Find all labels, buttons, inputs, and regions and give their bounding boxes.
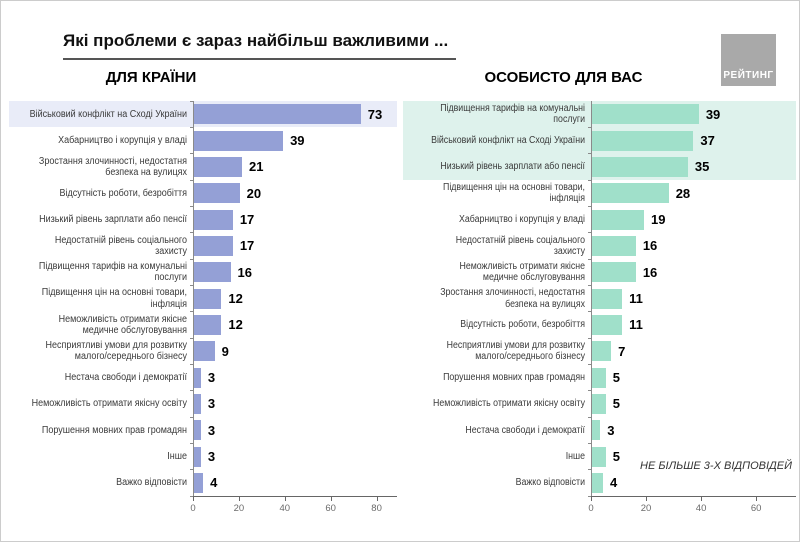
bar-wrap xyxy=(194,470,397,496)
value-label: 16 xyxy=(642,238,658,254)
value-label: 20 xyxy=(246,185,262,201)
bar-wrap xyxy=(592,364,796,390)
chart-row xyxy=(403,154,796,180)
category-label-text: Несприятливі умови для розвитку малого/середнього бізнесу xyxy=(446,340,585,363)
bar-wrap xyxy=(592,417,796,443)
bar-wrap xyxy=(592,101,796,127)
bar-wrap xyxy=(592,154,796,180)
value-label: 16 xyxy=(237,264,252,280)
axis-tick-label: 80 xyxy=(371,503,382,515)
bar xyxy=(194,394,201,414)
chart-title-personal: ОСОБИСТО ДЛЯ ВАС xyxy=(484,69,643,86)
chart-row xyxy=(9,259,397,285)
plot-area xyxy=(193,259,397,285)
axis-tick xyxy=(701,497,702,501)
bar xyxy=(592,368,606,388)
value-label: 17 xyxy=(239,238,255,254)
x-axis-personal xyxy=(588,496,796,519)
category-label xyxy=(403,312,591,338)
chart-row xyxy=(9,417,397,443)
value-label: 39 xyxy=(290,133,305,149)
chart-panel-personal xyxy=(403,69,796,519)
page-title: Які проблеми є зараз найбільш важливими ... xyxy=(63,31,456,60)
plot-area xyxy=(193,285,397,311)
value-label: 5 xyxy=(612,396,620,412)
bar xyxy=(194,447,201,467)
category-label-text: Недостатній рівень соціального захисту xyxy=(54,234,187,257)
category-label-text: Відсутність роботи, безробіття xyxy=(460,319,585,331)
charts-container xyxy=(9,69,796,519)
bar-wrap xyxy=(592,259,796,285)
category-label xyxy=(9,470,193,496)
category-label xyxy=(403,154,591,180)
chart-panel-country xyxy=(9,69,397,519)
category-label-text: Підвищення тарифів на комунальні послуги xyxy=(440,102,585,126)
bar xyxy=(592,262,636,282)
value-label: 19 xyxy=(651,212,666,228)
category-label xyxy=(403,233,591,259)
chart-row xyxy=(9,312,397,338)
bar-wrap xyxy=(194,127,397,153)
bar xyxy=(194,262,231,282)
category-label xyxy=(9,443,193,469)
bar xyxy=(592,420,600,440)
bar xyxy=(592,447,606,467)
chart-row xyxy=(403,180,796,206)
axis-tick-label: 20 xyxy=(233,503,245,515)
bar xyxy=(194,104,361,124)
bar-wrap xyxy=(194,101,397,127)
rating-logo-label: РЕЙТИНГ xyxy=(723,70,774,81)
bar xyxy=(592,183,669,203)
plot-area xyxy=(193,233,397,259)
category-label-text: Неможливість отримати якісне медичне обслуговування xyxy=(459,261,585,284)
category-label xyxy=(403,101,591,127)
chart-row xyxy=(9,101,397,127)
category-label-text: Важко відповісти xyxy=(515,477,585,489)
bar xyxy=(194,157,242,177)
category-label-text: Відсутність роботи, безробіття xyxy=(59,187,187,199)
plot-area xyxy=(591,180,796,206)
bar-wrap xyxy=(592,180,796,206)
bar-wrap xyxy=(194,259,397,285)
plot-area xyxy=(591,417,796,443)
bar-wrap xyxy=(194,417,397,443)
bar-wrap xyxy=(592,470,796,496)
plot-area xyxy=(591,101,796,127)
bar xyxy=(194,341,215,361)
category-label xyxy=(9,285,193,311)
plot-area xyxy=(193,443,397,469)
category-label-text: Порушення мовних прав громадян xyxy=(41,424,188,436)
chart-row xyxy=(403,470,796,496)
bar-wrap xyxy=(592,338,796,364)
bar xyxy=(194,368,201,388)
chart-row xyxy=(403,206,796,232)
category-label-text: Недостатній рівень соціального захисту xyxy=(455,234,585,257)
value-label: 17 xyxy=(239,212,255,228)
plot-area xyxy=(193,154,397,180)
axis-tick-label: 40 xyxy=(279,503,291,515)
category-label xyxy=(403,206,591,232)
value-label: 3 xyxy=(207,422,216,438)
chart-row xyxy=(9,180,397,206)
chart-row xyxy=(9,364,397,390)
category-label-text: Важко відповісти xyxy=(116,477,187,489)
category-label xyxy=(403,470,591,496)
axis-tick-label: 60 xyxy=(325,503,336,515)
bar xyxy=(194,473,203,493)
bar xyxy=(592,236,636,256)
plot-area xyxy=(193,180,397,206)
bar xyxy=(194,315,221,335)
plot-area xyxy=(591,154,796,180)
category-label-text: Зростання злочинності, недостатня безпека на вулицях xyxy=(440,287,585,310)
category-label xyxy=(403,285,591,311)
annotation-max-answers: НЕ БІЛЬШЕ 3-Х ВІДПОВІДЕЙ xyxy=(640,460,792,473)
category-label-text: Низький рівень зарплати або пенсії xyxy=(440,161,585,173)
plot-area xyxy=(591,285,796,311)
chart-row xyxy=(9,443,397,469)
chart-row xyxy=(9,285,397,311)
value-label: 3 xyxy=(207,396,216,412)
axis-tick xyxy=(591,497,592,501)
plot-area xyxy=(591,259,796,285)
axis-tick xyxy=(285,497,286,501)
value-label: 12 xyxy=(228,317,243,333)
plot-area xyxy=(591,233,796,259)
category-label-text: Неможливість отримати якісне медичне обслуговування xyxy=(58,313,187,336)
value-label: 12 xyxy=(228,291,243,307)
bar-wrap xyxy=(592,127,796,153)
category-label-text: Нестача свободи і демократії xyxy=(64,372,187,384)
category-label-text: Хабарництво і корупція у владі xyxy=(458,213,585,225)
value-label: 37 xyxy=(700,133,715,149)
plot-area xyxy=(591,391,796,417)
category-label-text: Підвищення тарифів на комунальні послуги xyxy=(38,261,188,284)
value-label: 3 xyxy=(207,449,216,465)
category-label-text: Порушення мовних прав громадян xyxy=(443,372,585,384)
value-label: 11 xyxy=(629,291,643,307)
category-label xyxy=(403,180,591,206)
plot-area xyxy=(193,312,397,338)
category-label xyxy=(9,180,193,206)
chart-row xyxy=(403,259,796,285)
plot-area xyxy=(591,364,796,390)
bar xyxy=(194,183,240,203)
chart-title-country: ДЛЯ КРАЇНИ xyxy=(105,69,197,86)
axis-tick-label: 60 xyxy=(750,503,762,515)
bar-wrap xyxy=(592,285,796,311)
value-label: 11 xyxy=(629,317,643,333)
chart-row xyxy=(403,364,796,390)
value-label: 7 xyxy=(618,343,626,359)
plot-area xyxy=(591,338,796,364)
plot-area xyxy=(591,470,796,496)
plot-area xyxy=(193,391,397,417)
chart-row xyxy=(403,101,796,127)
plot-area xyxy=(193,206,397,232)
category-label xyxy=(403,259,591,285)
plot-area xyxy=(591,206,796,232)
plot-area xyxy=(193,127,397,153)
bar xyxy=(194,131,283,151)
chart-row xyxy=(403,233,796,259)
axis-tick xyxy=(331,497,332,501)
chart-rows-personal xyxy=(403,101,796,496)
category-label-text: Хабарництво і корупція у владі xyxy=(58,134,187,146)
chart-row xyxy=(403,312,796,338)
chart-row xyxy=(9,338,397,364)
bar xyxy=(194,420,201,440)
chart-row xyxy=(9,154,397,180)
bar xyxy=(592,473,603,493)
bar xyxy=(194,210,233,230)
value-label: 28 xyxy=(675,185,691,201)
bar-wrap xyxy=(194,154,397,180)
plot-area xyxy=(591,443,796,469)
plot-area xyxy=(193,101,397,127)
value-label: 73 xyxy=(367,106,383,122)
plot-area xyxy=(193,338,397,364)
chart-row xyxy=(403,285,796,311)
category-label xyxy=(403,364,591,390)
bar-wrap xyxy=(592,443,796,469)
bar xyxy=(592,157,688,177)
value-label: 4 xyxy=(609,475,618,491)
value-label: 3 xyxy=(207,370,216,386)
chart-row xyxy=(9,391,397,417)
bar xyxy=(592,210,644,230)
axis-tick-label: 0 xyxy=(190,503,196,515)
category-label xyxy=(9,364,193,390)
axis-tick-label: 0 xyxy=(588,503,594,515)
category-label-text: Низький рівень зарплати або пенсії xyxy=(39,213,187,225)
plot-area xyxy=(193,364,397,390)
value-label: 4 xyxy=(210,475,218,491)
axis-tick-label: 40 xyxy=(695,503,707,515)
category-label-text: Підвищення цін на основні товари, інфляція xyxy=(442,182,585,205)
bar-wrap xyxy=(194,338,397,364)
axis-tick xyxy=(193,497,194,501)
value-label: 39 xyxy=(705,106,721,122)
bar xyxy=(592,104,699,124)
category-label xyxy=(9,233,193,259)
chart-row xyxy=(9,233,397,259)
bar-wrap xyxy=(194,391,397,417)
bar-wrap xyxy=(194,364,397,390)
category-label xyxy=(9,127,193,153)
value-label: 35 xyxy=(694,159,710,175)
bar-wrap xyxy=(592,233,796,259)
chart-row xyxy=(403,127,796,153)
bar-wrap xyxy=(194,443,397,469)
axis-tick xyxy=(239,497,240,501)
chart-rows-country xyxy=(9,101,397,496)
plot-area xyxy=(591,127,796,153)
category-label-text: Несприятливі умови для розвитку малого/середнього бізнесу xyxy=(45,340,188,363)
category-label xyxy=(9,206,193,232)
chart-row xyxy=(403,338,796,364)
bar xyxy=(592,341,611,361)
value-label: 3 xyxy=(607,422,615,438)
value-label: 16 xyxy=(642,264,658,280)
bar xyxy=(592,131,693,151)
category-label xyxy=(403,127,591,153)
value-label: 5 xyxy=(612,370,620,386)
bar xyxy=(592,315,622,335)
category-label xyxy=(9,338,193,364)
chart-row xyxy=(9,127,397,153)
bar-wrap xyxy=(194,233,397,259)
bar-wrap xyxy=(592,391,796,417)
bar-wrap xyxy=(592,206,796,232)
axis-tick xyxy=(646,497,647,501)
category-label-text: Інше xyxy=(565,451,585,463)
category-label-text: Неможливість отримати якісну освіту xyxy=(31,398,188,410)
chart-row xyxy=(403,443,796,469)
bar-wrap xyxy=(194,312,397,338)
x-axis-country xyxy=(190,496,397,519)
category-label-text: Неможливість отримати якісну освіту xyxy=(433,398,585,410)
chart-row xyxy=(9,206,397,232)
category-label xyxy=(403,443,591,469)
chart-row xyxy=(403,391,796,417)
category-label xyxy=(9,101,193,127)
category-label-text: Підвищення цін на основні товари, інфляція xyxy=(41,287,187,310)
plot-area xyxy=(591,312,796,338)
category-label xyxy=(9,259,193,285)
plot-area xyxy=(193,417,397,443)
plot-area xyxy=(193,470,397,496)
category-label-text: Військовий конфлікт на Сході України xyxy=(431,134,585,146)
category-label xyxy=(403,338,591,364)
bar xyxy=(592,394,606,414)
bar xyxy=(194,236,233,256)
bar-wrap xyxy=(194,180,397,206)
category-label-text: Інше xyxy=(167,451,187,463)
category-label xyxy=(403,391,591,417)
category-label xyxy=(9,154,193,180)
chart-row xyxy=(9,470,397,496)
axis-tick xyxy=(756,497,757,501)
category-label xyxy=(9,417,193,443)
category-label xyxy=(9,312,193,338)
chart-row xyxy=(403,417,796,443)
category-label-text: Військовий конфлікт на Сході України xyxy=(29,108,188,120)
bar-wrap xyxy=(194,285,397,311)
bar xyxy=(592,289,622,309)
bar xyxy=(194,289,221,309)
value-label: 5 xyxy=(612,449,620,465)
category-label-text: Нестача свободи і демократії xyxy=(465,424,585,436)
bar-wrap xyxy=(592,312,796,338)
category-label xyxy=(403,417,591,443)
bar-wrap xyxy=(194,206,397,232)
value-label: 21 xyxy=(248,159,264,175)
axis-tick xyxy=(377,497,378,501)
category-label-text: Зростання злочинності, недостатня безпека на вулицях xyxy=(38,155,188,178)
category-label xyxy=(9,391,193,417)
value-label: 9 xyxy=(221,343,229,359)
axis-tick-label: 20 xyxy=(640,503,652,515)
